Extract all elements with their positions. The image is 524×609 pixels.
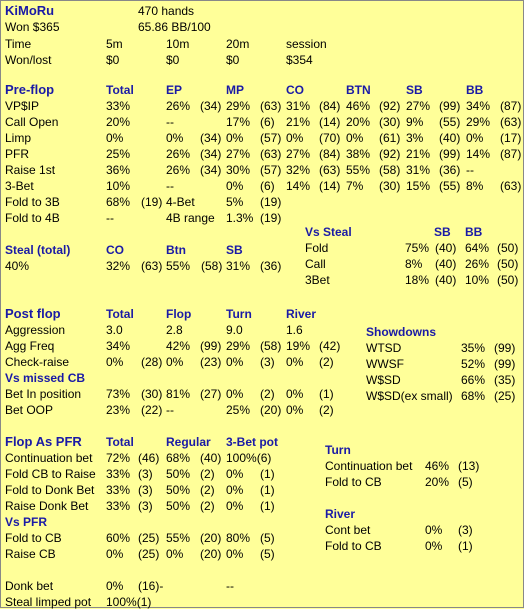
winnings-col: 5m bbox=[106, 37, 123, 51]
postflop-cell: 19% bbox=[286, 339, 311, 353]
vs-steal-cell: (50) bbox=[497, 241, 519, 255]
preflop-cell: 0% bbox=[226, 131, 244, 145]
bb-per-100: 65.86 BB/100 bbox=[138, 20, 211, 34]
missed-cb-row-label: Bet OOP bbox=[5, 403, 54, 417]
winnings-val: $354 bbox=[286, 53, 313, 67]
postflop-cell: (99) bbox=[200, 339, 222, 353]
preflop-cell: (63) bbox=[260, 99, 282, 113]
steal-total: 40% bbox=[5, 259, 30, 273]
preflop-cell: (99) bbox=[439, 99, 461, 113]
turn-count: (5) bbox=[458, 475, 473, 489]
showdowns-title: Showdowns bbox=[366, 325, 436, 339]
vs-steal-cell: 64% bbox=[465, 241, 490, 255]
vs-pfr-cell: (20) bbox=[200, 547, 222, 561]
four-bet-value: 5% bbox=[226, 195, 244, 209]
showdown-value: 52% bbox=[461, 357, 486, 371]
vs-pfr-cell: (20) bbox=[200, 531, 222, 545]
preflop-title: Pre-flop bbox=[5, 82, 55, 97]
vs-pfr-cell: (5) bbox=[260, 531, 275, 545]
preflop-header: BB bbox=[466, 83, 484, 97]
preflop-cell: (70) bbox=[319, 131, 341, 145]
vs-pfr-cell: 0% bbox=[166, 547, 184, 561]
steal-cell: 55% bbox=[166, 259, 191, 273]
steal-header: CO bbox=[106, 243, 124, 257]
preflop-cell: (99) bbox=[439, 147, 461, 161]
preflop-header: Total bbox=[106, 83, 134, 97]
showdown-count: (99) bbox=[494, 341, 516, 355]
preflop-cell: (34) bbox=[200, 131, 222, 145]
preflop-header: CO bbox=[286, 83, 304, 97]
vs-pfr-row-label: Donk bet bbox=[5, 579, 54, 593]
vs-pfr-row-label: Raise CB bbox=[5, 547, 56, 561]
flop-pfr-cell: 50% bbox=[166, 467, 191, 481]
showdown-label: W$SD bbox=[366, 373, 401, 387]
showdown-value: 66% bbox=[461, 373, 486, 387]
flop-pfr-cell: 68% bbox=[166, 451, 191, 465]
vs-pfr-row-label: Fold to CB bbox=[5, 531, 62, 545]
vs-steal-header: BB bbox=[465, 225, 483, 239]
preflop-cell: 15% bbox=[406, 179, 431, 193]
vs-pfr-cell: 80% bbox=[226, 531, 251, 545]
missed-cb-cell: (2) bbox=[260, 387, 275, 401]
turn-value: 46% bbox=[425, 459, 450, 473]
flop-pfr-cell: 33% bbox=[106, 499, 131, 513]
winnings-col: session bbox=[286, 37, 327, 51]
preflop-cell: (14) bbox=[319, 179, 341, 193]
postflop-cell: 0% bbox=[166, 355, 184, 369]
postflop-row-label: Check-raise bbox=[5, 355, 70, 369]
postflop-cell: (3) bbox=[260, 355, 275, 369]
steal-cell: 31% bbox=[226, 259, 251, 273]
showdown-value: 68% bbox=[461, 389, 486, 403]
preflop-cell: (63) bbox=[319, 163, 341, 177]
vs-pfr-cell: -- bbox=[226, 579, 234, 593]
vs-pfr-cell: 60% bbox=[106, 531, 131, 545]
preflop-cell: 7% bbox=[346, 179, 364, 193]
preflop-cell: 17% bbox=[226, 115, 251, 129]
winnings-col: 20m bbox=[226, 37, 250, 51]
preflop-cell: 26% bbox=[166, 147, 191, 161]
flop-pfr-cell: 100%(6) bbox=[226, 451, 272, 465]
preflop-cell: (34) bbox=[200, 147, 222, 161]
flop-pfr-row-label: Fold CB to Raise bbox=[5, 467, 96, 481]
preflop-cell: (40) bbox=[439, 131, 461, 145]
postflop-cell: 0% bbox=[226, 355, 244, 369]
flop-pfr-cell: (2) bbox=[200, 499, 215, 513]
showdown-count: (99) bbox=[494, 357, 516, 371]
flop-pfr-header: Regular bbox=[166, 435, 211, 449]
winnings-val: $0 bbox=[106, 53, 120, 67]
preflop-cell: 0% bbox=[106, 131, 124, 145]
preflop-cell: 14% bbox=[286, 179, 311, 193]
preflop-cell: (63) bbox=[260, 147, 282, 161]
showdown-count: (25) bbox=[494, 389, 516, 403]
turn-title: Turn bbox=[325, 443, 351, 457]
preflop-header: BTN bbox=[346, 83, 371, 97]
vs-steal-cell: (40) bbox=[435, 273, 457, 287]
steal-header: Btn bbox=[166, 243, 186, 257]
preflop-cell: (63) bbox=[500, 115, 522, 129]
flop-pfr-header: 3-Bet pot bbox=[226, 435, 278, 449]
preflop-cell: (61) bbox=[379, 131, 401, 145]
preflop-cell: 30% bbox=[226, 163, 251, 177]
vs-steal-row-label: Call bbox=[305, 257, 326, 271]
missed-cb-cell: 0% bbox=[226, 387, 244, 401]
postflop-cell: 1.6 bbox=[286, 323, 303, 337]
preflop-row-label: Limp bbox=[5, 131, 32, 145]
flop-pfr-cell: 33% bbox=[106, 467, 131, 481]
vs-pfr-cell: 55% bbox=[166, 531, 191, 545]
vs-pfr-title: Vs PFR bbox=[5, 515, 48, 529]
preflop-cell: 27% bbox=[406, 99, 431, 113]
flop-pfr-cell: (1) bbox=[260, 483, 275, 497]
preflop-cell: 9% bbox=[406, 115, 424, 129]
preflop-header: MP bbox=[226, 83, 244, 97]
steal-title: Steal (total) bbox=[5, 243, 71, 257]
preflop-cell: 20% bbox=[106, 115, 131, 129]
river-row-label: Fold to CB bbox=[325, 539, 382, 553]
steal-limped-value: 100%(1) bbox=[106, 595, 152, 609]
player-name: KiMoRu bbox=[5, 3, 55, 18]
missed-cb-cell: 0% bbox=[286, 403, 304, 417]
flop-pfr-cell: (1) bbox=[260, 467, 275, 481]
fold-to-3b-count: (19) bbox=[141, 195, 163, 209]
preflop-cell: -- bbox=[166, 179, 174, 193]
flop-pfr-cell: (3) bbox=[138, 483, 153, 497]
preflop-cell: 27% bbox=[286, 147, 311, 161]
preflop-cell: (34) bbox=[200, 163, 222, 177]
four-bet-range-value: 1.3% bbox=[226, 211, 254, 225]
steal-cell: (63) bbox=[141, 259, 163, 273]
steal-cell: (36) bbox=[260, 259, 282, 273]
missed-cb-cell: (20) bbox=[260, 403, 282, 417]
preflop-cell: 29% bbox=[466, 115, 491, 129]
missed-cb-cell: 25% bbox=[226, 403, 251, 417]
preflop-cell: 25% bbox=[106, 147, 131, 161]
preflop-cell: (84) bbox=[319, 147, 341, 161]
showdown-value: 35% bbox=[461, 341, 486, 355]
postflop-cell: (28) bbox=[141, 355, 163, 369]
fold-to-4b-label: Fold to 4B bbox=[5, 211, 60, 225]
preflop-row-label: PFR bbox=[5, 147, 29, 161]
preflop-header: EP bbox=[166, 83, 183, 97]
missed-cb-cell: -- bbox=[166, 403, 174, 417]
hands-count: 470 hands bbox=[138, 4, 195, 18]
turn-row-label: Continuation bet bbox=[325, 459, 413, 473]
preflop-row-label: Call Open bbox=[5, 115, 59, 129]
preflop-cell: 8% bbox=[466, 179, 484, 193]
preflop-cell: 20% bbox=[346, 115, 371, 129]
preflop-cell: 46% bbox=[346, 99, 371, 113]
postflop-cell: (2) bbox=[319, 355, 334, 369]
preflop-cell: (84) bbox=[319, 99, 341, 113]
preflop-cell: (36) bbox=[439, 163, 461, 177]
flop-pfr-row-label: Fold to Donk Bet bbox=[5, 483, 95, 497]
missed-cb-row-label: Bet In position bbox=[5, 387, 82, 401]
flop-pfr-row-label: Continuation bet bbox=[5, 451, 93, 465]
preflop-cell: 0% bbox=[166, 131, 184, 145]
preflop-cell: (55) bbox=[439, 179, 461, 193]
preflop-cell: 0% bbox=[346, 131, 364, 145]
river-title: River bbox=[325, 507, 356, 521]
preflop-cell: 34% bbox=[466, 99, 491, 113]
vs-steal-cell: 10% bbox=[465, 273, 490, 287]
flop-pfr-cell: 72% bbox=[106, 451, 131, 465]
steal-cell: (58) bbox=[201, 259, 223, 273]
preflop-cell: (6) bbox=[260, 115, 275, 129]
preflop-cell: 0% bbox=[286, 131, 304, 145]
postflop-row-label: Agg Freq bbox=[5, 339, 55, 353]
preflop-row-label: Raise 1st bbox=[5, 163, 56, 177]
postflop-row-label: Aggression bbox=[5, 323, 66, 337]
preflop-cell: 32% bbox=[286, 163, 311, 177]
steal-cell: 32% bbox=[106, 259, 131, 273]
fold-to-3b-label: Fold to 3B bbox=[5, 195, 60, 209]
flop-pfr-cell: (2) bbox=[200, 483, 215, 497]
flop-pfr-cell: (46) bbox=[138, 451, 160, 465]
time-label: Time bbox=[5, 37, 32, 51]
river-value: 0% bbox=[425, 523, 443, 537]
flop-pfr-header: Total bbox=[106, 435, 134, 449]
turn-count: (13) bbox=[458, 459, 480, 473]
four-bet-range-count: (19) bbox=[260, 211, 282, 225]
four-bet-count: (19) bbox=[260, 195, 282, 209]
missed-cb-cell: 73% bbox=[106, 387, 131, 401]
preflop-cell: 26% bbox=[166, 99, 191, 113]
vs-steal-cell: 26% bbox=[465, 257, 490, 271]
preflop-cell: (58) bbox=[379, 163, 401, 177]
postflop-cell: 29% bbox=[226, 339, 251, 353]
vs-pfr-cell: (25) bbox=[138, 531, 160, 545]
showdown-count: (35) bbox=[494, 373, 516, 387]
missed-cb-cell: 0% bbox=[286, 387, 304, 401]
preflop-cell: 31% bbox=[406, 163, 431, 177]
postflop-cell: 3.0 bbox=[106, 323, 123, 337]
flop-pfr-cell: (3) bbox=[138, 467, 153, 481]
preflop-cell: 36% bbox=[106, 163, 131, 177]
preflop-cell: (92) bbox=[379, 147, 401, 161]
wonlost-label: Won/lost bbox=[5, 53, 52, 67]
flop-pfr-row-label: Raise Donk Bet bbox=[5, 499, 89, 513]
preflop-cell: 0% bbox=[466, 131, 484, 145]
missed-cb-cell: (27) bbox=[200, 387, 222, 401]
preflop-cell: (55) bbox=[439, 115, 461, 129]
preflop-row-label: VP$IP bbox=[5, 99, 40, 113]
preflop-cell: -- bbox=[166, 115, 174, 129]
preflop-cell: (14) bbox=[319, 115, 341, 129]
flop-pfr-title: Flop As PFR bbox=[5, 434, 82, 449]
vs-pfr-cell: 0% bbox=[106, 547, 124, 561]
postflop-header: Turn bbox=[226, 307, 252, 321]
postflop-cell: (58) bbox=[260, 339, 282, 353]
preflop-cell: (57) bbox=[260, 131, 282, 145]
preflop-cell: 27% bbox=[226, 147, 251, 161]
postflop-cell: 9.0 bbox=[226, 323, 243, 337]
vs-steal-cell: (40) bbox=[435, 257, 457, 271]
flop-pfr-cell: 50% bbox=[166, 499, 191, 513]
vs-pfr-cell: 0% bbox=[226, 547, 244, 561]
flop-pfr-cell: 0% bbox=[226, 467, 244, 481]
river-row-label: Cont bet bbox=[325, 523, 371, 537]
postflop-cell: 0% bbox=[286, 355, 304, 369]
preflop-cell: (57) bbox=[260, 163, 282, 177]
flop-pfr-cell: 50% bbox=[166, 483, 191, 497]
preflop-cell: (87) bbox=[500, 99, 522, 113]
river-value: 0% bbox=[425, 539, 443, 553]
preflop-cell: 31% bbox=[286, 99, 311, 113]
missed-cb-cell: (22) bbox=[141, 403, 163, 417]
preflop-cell: 38% bbox=[346, 147, 371, 161]
river-count: (1) bbox=[458, 539, 473, 553]
showdown-label: WWSF bbox=[366, 357, 404, 371]
flop-pfr-cell: 0% bbox=[226, 483, 244, 497]
flop-pfr-cell: (1) bbox=[260, 499, 275, 513]
steal-limped-label: Steal limped pot bbox=[5, 595, 92, 609]
fold-to-3b-total: 68% bbox=[106, 195, 131, 209]
preflop-cell: 0% bbox=[226, 179, 244, 193]
vs-steal-row-label: Fold bbox=[305, 241, 329, 255]
preflop-cell: (30) bbox=[379, 115, 401, 129]
vs-steal-cell: (40) bbox=[435, 241, 457, 255]
won-amount: Won $365 bbox=[5, 20, 60, 34]
vs-steal-cell: (50) bbox=[497, 257, 519, 271]
preflop-cell: 21% bbox=[286, 115, 311, 129]
missed-cb-cell: (2) bbox=[319, 403, 334, 417]
river-count: (3) bbox=[458, 523, 473, 537]
missed-cb-cell: 81% bbox=[166, 387, 191, 401]
preflop-cell: (30) bbox=[379, 179, 401, 193]
postflop-header: Total bbox=[106, 307, 134, 321]
preflop-cell: 55% bbox=[346, 163, 371, 177]
vs-steal-cell: 8% bbox=[405, 257, 423, 271]
missed-cb-cell: 23% bbox=[106, 403, 131, 417]
turn-value: 20% bbox=[425, 475, 450, 489]
preflop-row-label: 3-Bet bbox=[5, 179, 34, 193]
vs-pfr-cell: (25) bbox=[138, 547, 160, 561]
preflop-cell: (17) bbox=[500, 131, 522, 145]
preflop-cell: -- bbox=[466, 163, 474, 177]
postflop-cell: 42% bbox=[166, 339, 191, 353]
vs-steal-title: Vs Steal bbox=[305, 225, 352, 239]
preflop-cell: (92) bbox=[379, 99, 401, 113]
preflop-cell: (63) bbox=[500, 179, 522, 193]
missed-cb-cell: (1) bbox=[319, 387, 334, 401]
fold-to-4b-total: -- bbox=[106, 211, 114, 225]
postflop-header: River bbox=[286, 307, 317, 321]
showdown-label: WTSD bbox=[366, 341, 402, 355]
flop-pfr-cell: (40) bbox=[200, 451, 222, 465]
vs-steal-header: SB bbox=[434, 225, 451, 239]
preflop-cell: (87) bbox=[500, 147, 522, 161]
vs-steal-row-label: 3Bet bbox=[305, 273, 330, 287]
missed-cb-cell: (30) bbox=[141, 387, 163, 401]
vs-steal-cell: (50) bbox=[497, 273, 519, 287]
preflop-cell: (6) bbox=[260, 179, 275, 193]
postflop-cell: 34% bbox=[106, 339, 131, 353]
preflop-cell: 33% bbox=[106, 99, 131, 113]
showdown-label: W$SD(ex small) bbox=[366, 389, 453, 403]
flop-pfr-cell: (3) bbox=[138, 499, 153, 513]
flop-pfr-cell: 33% bbox=[106, 483, 131, 497]
postflop-header: Flop bbox=[166, 307, 192, 321]
preflop-cell: 14% bbox=[466, 147, 491, 161]
turn-row-label: Fold to CB bbox=[325, 475, 382, 489]
four-bet-label: 4-Bet bbox=[166, 195, 195, 209]
postflop-cell: 0% bbox=[106, 355, 124, 369]
vs-pfr-cell: (16)- bbox=[138, 579, 164, 593]
preflop-cell: 21% bbox=[406, 147, 431, 161]
preflop-cell: 26% bbox=[166, 163, 191, 177]
postflop-title: Post flop bbox=[5, 306, 61, 321]
vs-steal-cell: 75% bbox=[405, 241, 430, 255]
flop-pfr-cell: 0% bbox=[226, 499, 244, 513]
flop-pfr-cell: (2) bbox=[200, 467, 215, 481]
vs-missed-cb-title: Vs missed CB bbox=[5, 371, 86, 385]
preflop-header: SB bbox=[406, 83, 423, 97]
vs-steal-cell: 18% bbox=[405, 273, 430, 287]
preflop-cell: 10% bbox=[106, 179, 131, 193]
steal-header: SB bbox=[226, 243, 243, 257]
preflop-cell: 3% bbox=[406, 131, 424, 145]
postflop-cell: (23) bbox=[200, 355, 222, 369]
preflop-cell: 29% bbox=[226, 99, 251, 113]
vs-pfr-cell: (5) bbox=[260, 547, 275, 561]
winnings-val: $0 bbox=[166, 53, 180, 67]
vs-pfr-cell: 0% bbox=[106, 579, 124, 593]
four-bet-range-label: 4B range bbox=[166, 211, 215, 225]
winnings-val: $0 bbox=[226, 53, 240, 67]
winnings-col: 10m bbox=[166, 37, 190, 51]
postflop-cell: 2.8 bbox=[166, 323, 183, 337]
preflop-cell: (34) bbox=[200, 99, 222, 113]
postflop-cell: (42) bbox=[319, 339, 341, 353]
